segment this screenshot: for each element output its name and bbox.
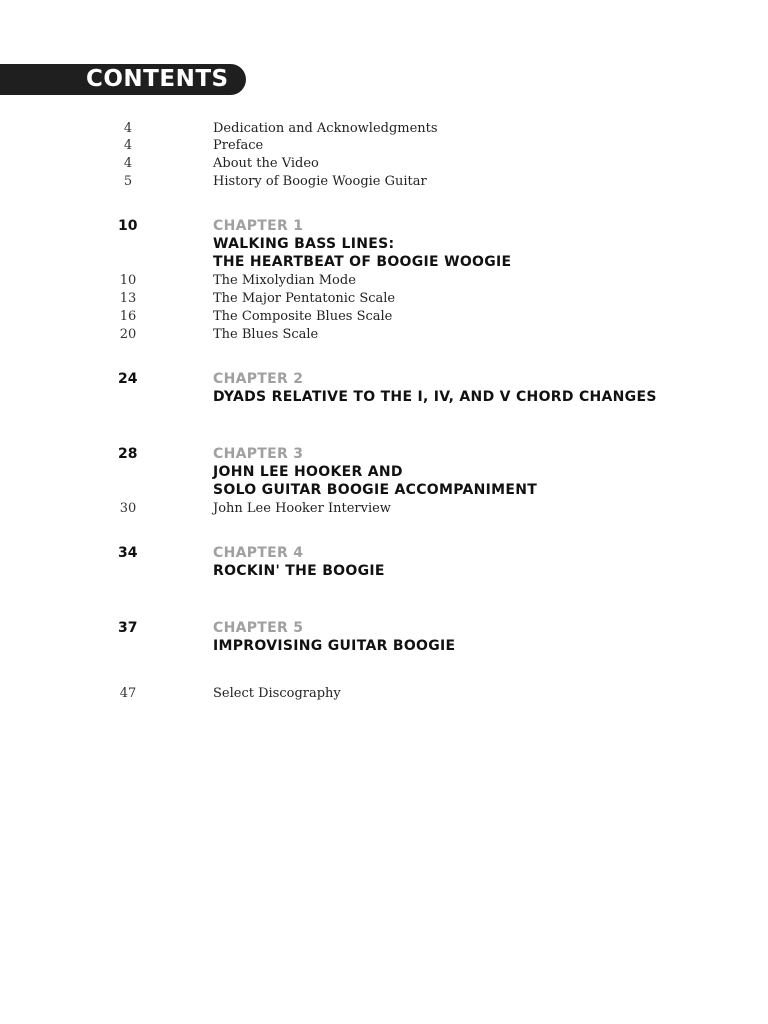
toc-entry-title[interactable]: John Lee Hooker Interview (213, 501, 391, 516)
toc-entry-page: 20 (119, 327, 137, 342)
toc-entry-page: 47 (119, 686, 137, 701)
chapter-3-page: 28 (118, 446, 138, 462)
chapter-5-page: 37 (118, 620, 138, 636)
chapter-1-title[interactable]: THE HEARTBEAT OF BOOGIE WOOGIE (213, 254, 512, 270)
chapter-2-page: 24 (118, 371, 138, 387)
toc-entry-title[interactable]: The Major Pentatonic Scale (213, 291, 396, 306)
chapter-3-title[interactable]: SOLO GUITAR BOOGIE ACCOMPANIMENT (213, 482, 538, 498)
chapter-1-page: 10 (118, 218, 138, 234)
toc-entry-title[interactable]: Preface (213, 138, 264, 153)
chapter-5-title[interactable]: IMPROVISING GUITAR BOOGIE (213, 638, 456, 654)
toc-entry-page: 30 (119, 501, 137, 516)
chapter-3-title[interactable]: JOHN LEE HOOKER AND (213, 464, 403, 480)
toc-entry-title[interactable]: The Mixolydian Mode (213, 273, 356, 288)
chapter-4-title[interactable]: ROCKIN' THE BOOGIE (213, 563, 385, 579)
chapter-4-page: 34 (118, 545, 138, 561)
toc-entry-title[interactable]: Dedication and Acknowledgments (213, 121, 438, 136)
chapter-3-label: CHAPTER 3 (213, 446, 304, 462)
contents-banner (0, 64, 246, 95)
chapter-1-label: CHAPTER 1 (213, 218, 304, 234)
toc-entry-page: 5 (123, 174, 133, 189)
page-title: CONTENTS (86, 66, 229, 92)
toc-entry-title[interactable]: Select Discography (213, 686, 341, 701)
toc-entry-page: 4 (123, 121, 133, 136)
toc-entry-title[interactable]: About the Video (213, 156, 319, 171)
chapter-5-label: CHAPTER 5 (213, 620, 304, 636)
chapter-1-title[interactable]: WALKING BASS LINES: (213, 236, 395, 252)
toc-entry-page: 13 (119, 291, 137, 306)
toc-entry-title[interactable]: History of Boogie Woogie Guitar (213, 174, 427, 189)
toc-entry-page: 10 (119, 273, 137, 288)
toc-entry-page: 4 (123, 156, 133, 171)
chapter-2-title[interactable]: DYADS RELATIVE TO THE I, IV, AND V CHORD CHANGES (213, 389, 657, 405)
toc-entry-title[interactable]: The Composite Blues Scale (213, 309, 393, 324)
toc-entry-page: 16 (119, 309, 137, 324)
chapter-4-label: CHAPTER 4 (213, 545, 304, 561)
toc-entry-title[interactable]: The Blues Scale (213, 327, 319, 342)
chapter-2-label: CHAPTER 2 (213, 371, 304, 387)
toc-entry-page: 4 (123, 138, 133, 153)
